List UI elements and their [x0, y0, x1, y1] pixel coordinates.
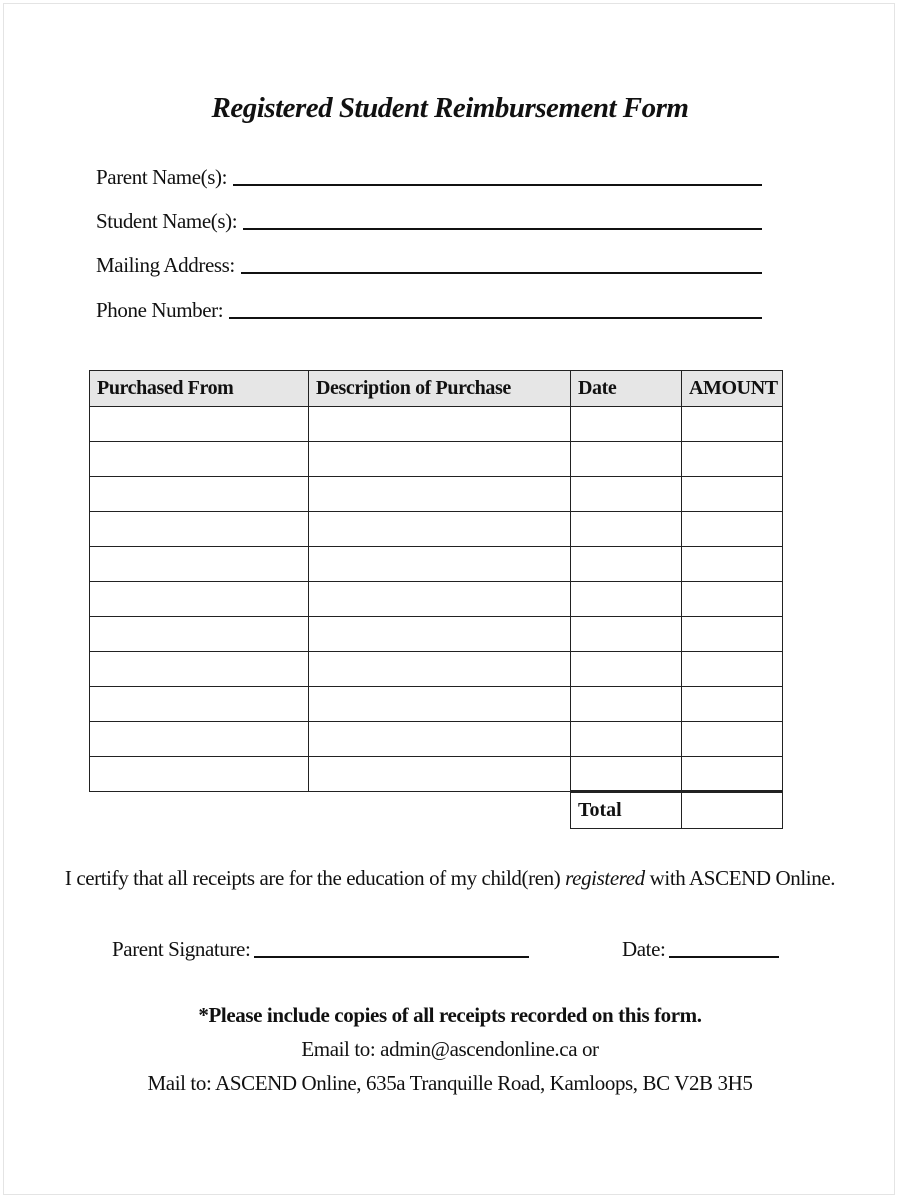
- phone-number-label: Phone Number:: [96, 298, 224, 322]
- total-row: [90, 792, 783, 829]
- total-spacer: [309, 792, 571, 829]
- phone-number-line[interactable]: [229, 317, 762, 319]
- total-label: Total: [571, 792, 682, 829]
- cell-purchased-from[interactable]: [90, 722, 309, 757]
- cell-amount[interactable]: [682, 617, 783, 652]
- cell-date[interactable]: [571, 512, 682, 547]
- header-description: Description of Purchase: [309, 371, 571, 407]
- mail-instruction: Mail to: ASCEND Online, 635a Tranquille Road, Kamloops, BC V2B 3H5: [147, 1071, 753, 1095]
- table-row: [90, 582, 783, 617]
- student-name-field[interactable]: [96, 204, 762, 234]
- header-purchased-from: Purchased From: [90, 371, 309, 407]
- table-row: [90, 547, 783, 582]
- cell-purchased-from[interactable]: [90, 477, 309, 512]
- cell-description[interactable]: [309, 407, 571, 442]
- cell-description[interactable]: [309, 512, 571, 547]
- cell-description[interactable]: [309, 687, 571, 722]
- table-row: [90, 757, 783, 792]
- cell-description[interactable]: [309, 652, 571, 687]
- header-date: Date: [571, 371, 682, 407]
- table-row: [90, 617, 783, 652]
- cell-amount[interactable]: [682, 582, 783, 617]
- cell-purchased-from[interactable]: [90, 617, 309, 652]
- parent-signature-field[interactable]: [112, 934, 529, 962]
- cell-date[interactable]: [571, 547, 682, 582]
- cell-date[interactable]: [571, 477, 682, 512]
- mailing-address-label: Mailing Address:: [96, 253, 235, 277]
- cell-description[interactable]: [309, 582, 571, 617]
- cell-amount[interactable]: [682, 512, 783, 547]
- certification-statement: [0, 866, 900, 891]
- header-amount: AMOUNT: [682, 371, 783, 407]
- cell-purchased-from[interactable]: [90, 652, 309, 687]
- cell-date[interactable]: [571, 722, 682, 757]
- cell-amount[interactable]: [682, 407, 783, 442]
- certification-emphasis: registered: [565, 866, 645, 890]
- cell-amount[interactable]: [682, 757, 783, 792]
- certification-suffix: with ASCEND Online.: [644, 866, 836, 890]
- table-row: [90, 407, 783, 442]
- parent-name-label: Parent Name(s):: [96, 165, 228, 189]
- cell-amount[interactable]: [682, 442, 783, 477]
- parent-signature-line[interactable]: [254, 956, 529, 958]
- cell-date[interactable]: [571, 687, 682, 722]
- email-instruction: Email to: admin@ascendonline.ca or: [301, 1037, 599, 1061]
- cell-date[interactable]: [571, 582, 682, 617]
- total-spacer: [90, 792, 309, 829]
- parent-name-field[interactable]: [96, 160, 762, 190]
- mailing-address-field[interactable]: [96, 248, 762, 278]
- mailing-address-line[interactable]: [241, 272, 762, 274]
- student-name-line[interactable]: [243, 228, 762, 230]
- table-row: [90, 477, 783, 512]
- table-row: [90, 722, 783, 757]
- parent-signature-label: Parent Signature:: [112, 937, 251, 961]
- cell-purchased-from[interactable]: [90, 687, 309, 722]
- cell-date[interactable]: [571, 652, 682, 687]
- cell-amount[interactable]: [682, 722, 783, 757]
- cell-amount[interactable]: [682, 687, 783, 722]
- student-name-label: Student Name(s):: [96, 209, 238, 233]
- cell-description[interactable]: [309, 617, 571, 652]
- cell-purchased-from[interactable]: [90, 547, 309, 582]
- cell-description[interactable]: [309, 477, 571, 512]
- table-row: [90, 687, 783, 722]
- parent-name-line[interactable]: [233, 184, 762, 186]
- cell-description[interactable]: [309, 757, 571, 792]
- certification-prefix: I certify that all receipts are for the education of my child(ren): [64, 866, 566, 890]
- cell-purchased-from[interactable]: [90, 757, 309, 792]
- cell-purchased-from[interactable]: [90, 512, 309, 547]
- cell-purchased-from[interactable]: [90, 442, 309, 477]
- phone-number-field[interactable]: [96, 293, 762, 323]
- form-title: Registered Student Reimbursement Form: [211, 92, 689, 124]
- cell-purchased-from[interactable]: [90, 582, 309, 617]
- signature-date-label: Date:: [622, 937, 666, 961]
- cell-date[interactable]: [571, 757, 682, 792]
- signature-date-line[interactable]: [669, 956, 779, 958]
- cell-amount[interactable]: [682, 477, 783, 512]
- cell-description[interactable]: [309, 722, 571, 757]
- cell-description[interactable]: [309, 442, 571, 477]
- cell-date[interactable]: [571, 407, 682, 442]
- table-row: [90, 442, 783, 477]
- total-amount-cell[interactable]: [682, 792, 783, 829]
- table-row: [90, 652, 783, 687]
- receipts-note: *Please include copies of all receipts recorded on this form.: [198, 1003, 702, 1027]
- purchases-table: [89, 370, 783, 829]
- cell-amount[interactable]: [682, 652, 783, 687]
- table-row: [90, 512, 783, 547]
- cell-purchased-from[interactable]: [90, 407, 309, 442]
- signature-date-field[interactable]: [622, 934, 779, 962]
- cell-date[interactable]: [571, 617, 682, 652]
- table-header-row: [90, 371, 783, 407]
- cell-date[interactable]: [571, 442, 682, 477]
- cell-amount[interactable]: [682, 547, 783, 582]
- cell-description[interactable]: [309, 547, 571, 582]
